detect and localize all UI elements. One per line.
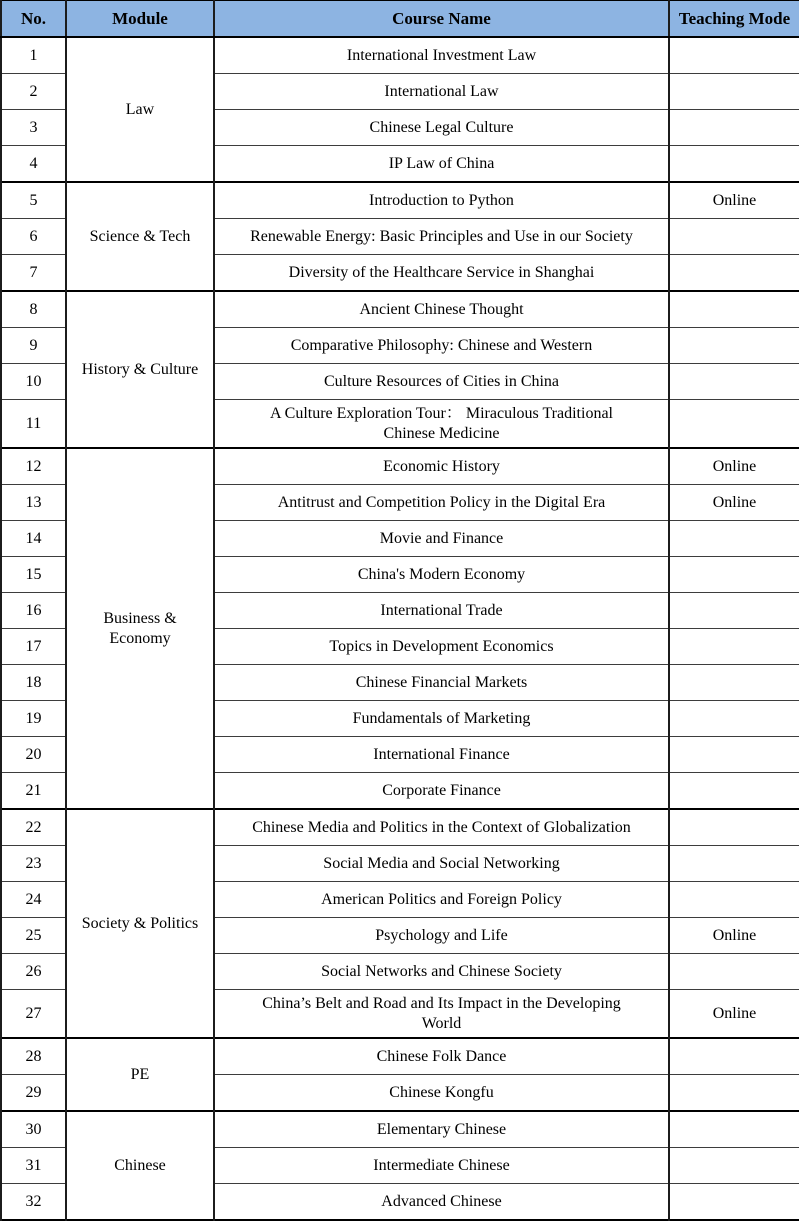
teaching-mode-cell: Online — [669, 485, 799, 521]
row-number-cell: 17 — [1, 629, 66, 665]
teaching-mode-cell — [669, 737, 799, 773]
row-number-cell: 3 — [1, 110, 66, 146]
row-number-cell: 31 — [1, 1148, 66, 1184]
course-name-cell: Fundamentals of Marketing — [214, 701, 669, 737]
teaching-mode-cell — [669, 400, 799, 449]
row-number-cell: 9 — [1, 328, 66, 364]
teaching-mode-cell — [669, 328, 799, 364]
teaching-mode-cell — [669, 557, 799, 593]
teaching-mode-cell — [669, 846, 799, 882]
teaching-mode-cell: Online — [669, 990, 799, 1039]
row-number-cell: 20 — [1, 737, 66, 773]
teaching-mode-cell — [669, 1111, 799, 1148]
module-cell: Chinese — [66, 1111, 214, 1220]
row-number-cell: 30 — [1, 1111, 66, 1148]
course-name-cell: Movie and Finance — [214, 521, 669, 557]
table-row — [1, 182, 799, 219]
row-number-cell: 29 — [1, 1075, 66, 1112]
row-number-cell: 26 — [1, 954, 66, 990]
module-cell: PE — [66, 1038, 214, 1111]
row-number-cell: 19 — [1, 701, 66, 737]
course-name-cell: China’s Belt and Road and Its Impact in the Developing World — [214, 990, 669, 1039]
teaching-mode-cell: Online — [669, 182, 799, 219]
table-row — [1, 1111, 799, 1148]
table-row — [1, 291, 799, 328]
course-name-cell: International Law — [214, 74, 669, 110]
teaching-mode-cell — [669, 954, 799, 990]
course-name-cell: Economic History — [214, 448, 669, 485]
course-name-cell: Psychology and Life — [214, 918, 669, 954]
teaching-mode-cell — [669, 809, 799, 846]
row-number-cell: 6 — [1, 219, 66, 255]
course-name-cell: Intermediate Chinese — [214, 1148, 669, 1184]
course-name-cell: Topics in Development Economics — [214, 629, 669, 665]
row-number-cell: 2 — [1, 74, 66, 110]
table-row — [1, 448, 799, 485]
row-number-cell: 23 — [1, 846, 66, 882]
col-header-no: No. — [1, 1, 66, 38]
course-name-cell: China's Modern Economy — [214, 557, 669, 593]
col-header-module: Module — [66, 1, 214, 38]
teaching-mode-cell — [669, 1075, 799, 1112]
row-number-cell: 15 — [1, 557, 66, 593]
course-name-cell: Chinese Financial Markets — [214, 665, 669, 701]
course-name-cell: International Finance — [214, 737, 669, 773]
course-name-cell: Social Networks and Chinese Society — [214, 954, 669, 990]
teaching-mode-cell — [669, 882, 799, 918]
teaching-mode-cell — [669, 255, 799, 292]
row-number-cell: 32 — [1, 1184, 66, 1221]
course-name-cell: IP Law of China — [214, 146, 669, 183]
row-number-cell: 13 — [1, 485, 66, 521]
teaching-mode-cell — [669, 773, 799, 810]
row-number-cell: 11 — [1, 400, 66, 449]
row-number-cell: 28 — [1, 1038, 66, 1075]
module-cell: Business & Economy — [66, 448, 214, 809]
course-name-cell: Diversity of the Healthcare Service in Shanghai — [214, 255, 669, 292]
course-name-cell: Renewable Energy: Basic Principles and Use in our Society — [214, 219, 669, 255]
teaching-mode-cell — [669, 219, 799, 255]
course-name-cell: Antitrust and Competition Policy in the Digital Era — [214, 485, 669, 521]
header-row — [1, 1, 799, 38]
course-name-cell: International Trade — [214, 593, 669, 629]
teaching-mode-cell — [669, 110, 799, 146]
table-row — [1, 1038, 799, 1075]
teaching-mode-cell — [669, 521, 799, 557]
course-name-cell: A Culture Exploration Tour： Miraculous Traditional Chinese Medicine — [214, 400, 669, 449]
course-name-cell: Ancient Chinese Thought — [214, 291, 669, 328]
course-name-cell: International Investment Law — [214, 37, 669, 74]
teaching-mode-cell — [669, 146, 799, 183]
row-number-cell: 22 — [1, 809, 66, 846]
teaching-mode-cell — [669, 593, 799, 629]
teaching-mode-cell — [669, 629, 799, 665]
teaching-mode-cell — [669, 665, 799, 701]
module-cell: Science & Tech — [66, 182, 214, 291]
teaching-mode-cell — [669, 1184, 799, 1221]
row-number-cell: 8 — [1, 291, 66, 328]
row-number-cell: 7 — [1, 255, 66, 292]
row-number-cell: 25 — [1, 918, 66, 954]
teaching-mode-cell — [669, 364, 799, 400]
course-name-cell: Chinese Folk Dance — [214, 1038, 669, 1075]
course-name-cell: Chinese Legal Culture — [214, 110, 669, 146]
course-name-cell: Chinese Media and Politics in the Context of Globalization — [214, 809, 669, 846]
course-name-cell: Advanced Chinese — [214, 1184, 669, 1221]
row-number-cell: 12 — [1, 448, 66, 485]
module-cell: History & Culture — [66, 291, 214, 448]
course-name-cell: Corporate Finance — [214, 773, 669, 810]
col-header-teaching-mode: Teaching Mode — [669, 1, 799, 38]
row-number-cell: 5 — [1, 182, 66, 219]
teaching-mode-cell — [669, 74, 799, 110]
course-name-cell: Culture Resources of Cities in China — [214, 364, 669, 400]
teaching-mode-cell — [669, 701, 799, 737]
table-row — [1, 37, 799, 74]
module-cell: Society & Politics — [66, 809, 214, 1038]
course-name-cell: Elementary Chinese — [214, 1111, 669, 1148]
row-number-cell: 27 — [1, 990, 66, 1039]
row-number-cell: 1 — [1, 37, 66, 74]
table-row — [1, 809, 799, 846]
row-number-cell: 24 — [1, 882, 66, 918]
row-number-cell: 16 — [1, 593, 66, 629]
row-number-cell: 10 — [1, 364, 66, 400]
course-name-cell: Comparative Philosophy: Chinese and Western — [214, 328, 669, 364]
teaching-mode-cell — [669, 291, 799, 328]
teaching-mode-cell — [669, 1148, 799, 1184]
teaching-mode-cell — [669, 37, 799, 74]
row-number-cell: 21 — [1, 773, 66, 810]
course-name-cell: Introduction to Python — [214, 182, 669, 219]
row-number-cell: 4 — [1, 146, 66, 183]
col-header-course-name: Course Name — [214, 1, 669, 38]
row-number-cell: 14 — [1, 521, 66, 557]
course-name-cell: Social Media and Social Networking — [214, 846, 669, 882]
teaching-mode-cell: Online — [669, 448, 799, 485]
row-number-cell: 18 — [1, 665, 66, 701]
course-name-cell: American Politics and Foreign Policy — [214, 882, 669, 918]
teaching-mode-cell: Online — [669, 918, 799, 954]
teaching-mode-cell — [669, 1038, 799, 1075]
course-name-cell: Chinese Kongfu — [214, 1075, 669, 1112]
module-cell: Law — [66, 37, 214, 182]
